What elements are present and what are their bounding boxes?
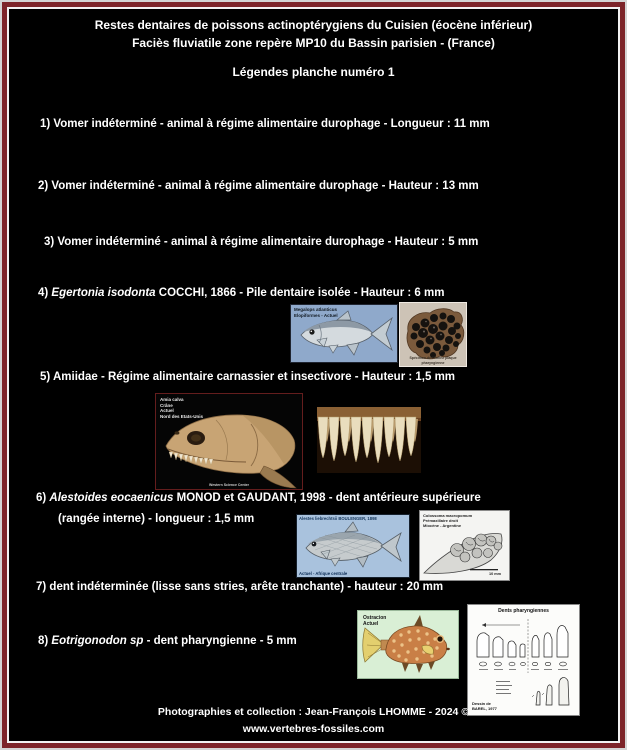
legend-item-2: 2) Vomer indéterminé - animal à régime alimentaire durophage - Hauteur : 13 mm xyxy=(38,180,479,192)
item4-number: 4) xyxy=(38,287,52,299)
colossoma-scale-label: 10 mm xyxy=(488,572,501,577)
figure-pharyngeal-teeth-panel xyxy=(467,604,580,716)
page-content xyxy=(7,7,620,743)
legend-item-6-line2: (rangée interne) - longueur : 1,5 mm xyxy=(58,513,255,525)
item4-species: Egertonia isodonta xyxy=(51,287,156,299)
item5-family: Amiidae xyxy=(53,371,98,383)
amiidae-teeth-photo xyxy=(317,407,421,473)
figure-amia-skull xyxy=(155,393,303,490)
item8-text: - dent pharyngienne - 5 mm xyxy=(143,635,297,647)
figure-tooth-plate xyxy=(399,302,467,367)
legend-item-5 xyxy=(40,371,455,383)
legend-item-1: 1) Vomer indéterminé - animal à régime alimentaire durophage - Longueur : 11 mm xyxy=(40,118,490,130)
tooth-plate-caption: Spécimen de l'Yonne plaque pharyngienne xyxy=(409,356,457,365)
amia-skull-caption: Amia calva Crâne Actuel Nord des Etats-Unis xyxy=(160,397,204,419)
legend-item-6 xyxy=(36,492,481,504)
item5-text: - Régime alimentaire carnassier et insectivore - Hauteur : 1,5 mm xyxy=(97,371,456,383)
item6-number: 6) xyxy=(36,492,50,504)
figure-colossoma-jaw xyxy=(419,510,510,581)
item8-species: Eotrigonodon sp xyxy=(51,635,144,647)
item4-text: COCCHI, 1866 - Pile dentaire isolée - Hauteur : 6 mm xyxy=(155,287,445,299)
ostracion-caption: Ostracion Actuel xyxy=(363,615,387,628)
figure-amiidae-teeth xyxy=(317,407,421,473)
alestes-fish-illustration xyxy=(297,515,409,577)
pharyngeal-teeth-drawing xyxy=(468,605,579,715)
title-line2: Faciès fluviatile zone repère MP10 du Bassin parisien - (France) xyxy=(132,36,495,50)
amia-skull-credit: Western Science Center xyxy=(208,482,249,487)
figure-ostracion-fish xyxy=(357,610,459,679)
footer-line1: Photographies et collection : Jean-François LHOMME - 2024 © xyxy=(157,706,470,718)
colossoma-caption: Colossoma macropomum Prémaxillaire droit Miocène - Argentine xyxy=(423,513,473,528)
figure-megalops-fish xyxy=(290,304,398,363)
panel-credit: Dessin de BAREL, 1977 xyxy=(472,701,497,711)
legend-item-3: 3) Vomer indéterminé - animal à régime alimentaire durophage - Hauteur : 5 mm xyxy=(44,236,479,248)
page-subtitle: Légendes planche numéro 1 xyxy=(232,65,395,79)
maroon-frame xyxy=(2,2,625,748)
item6-text: MONOD et GAUDANT, 1998 - dent antérieure supérieure xyxy=(173,492,481,504)
footer-credit xyxy=(9,704,618,738)
title-line1: Restes dentaires de poissons actinoptérygiens du Cuisien (éocène inférieur) xyxy=(94,18,533,32)
figure-alestes-fish xyxy=(296,514,410,578)
megalops-caption: Megalops atlanticus Elopiformes - Actuel xyxy=(294,307,338,318)
item8-number: 8) xyxy=(38,635,52,647)
legend-item-4 xyxy=(38,287,444,299)
legend-item-7: 7) dent indéterminée (lisse sans stries, arête tranchante) - hauteur : 20 mm xyxy=(36,581,444,593)
panel-title: Dents pharyngiennes xyxy=(498,608,549,614)
legend-item-8 xyxy=(38,635,297,647)
alestes-caption-top: Alestes liebrechtsii BOULENGER, 1898 xyxy=(299,516,377,521)
page-title xyxy=(9,16,618,52)
alestes-caption-bottom: Actuel - Afrique centrale xyxy=(299,570,348,576)
footer-website: www.vertebres-fossiles.com xyxy=(242,723,385,735)
item6-species: Alestoides eocaenicus xyxy=(49,492,174,504)
item5-number: 5) xyxy=(40,371,53,383)
